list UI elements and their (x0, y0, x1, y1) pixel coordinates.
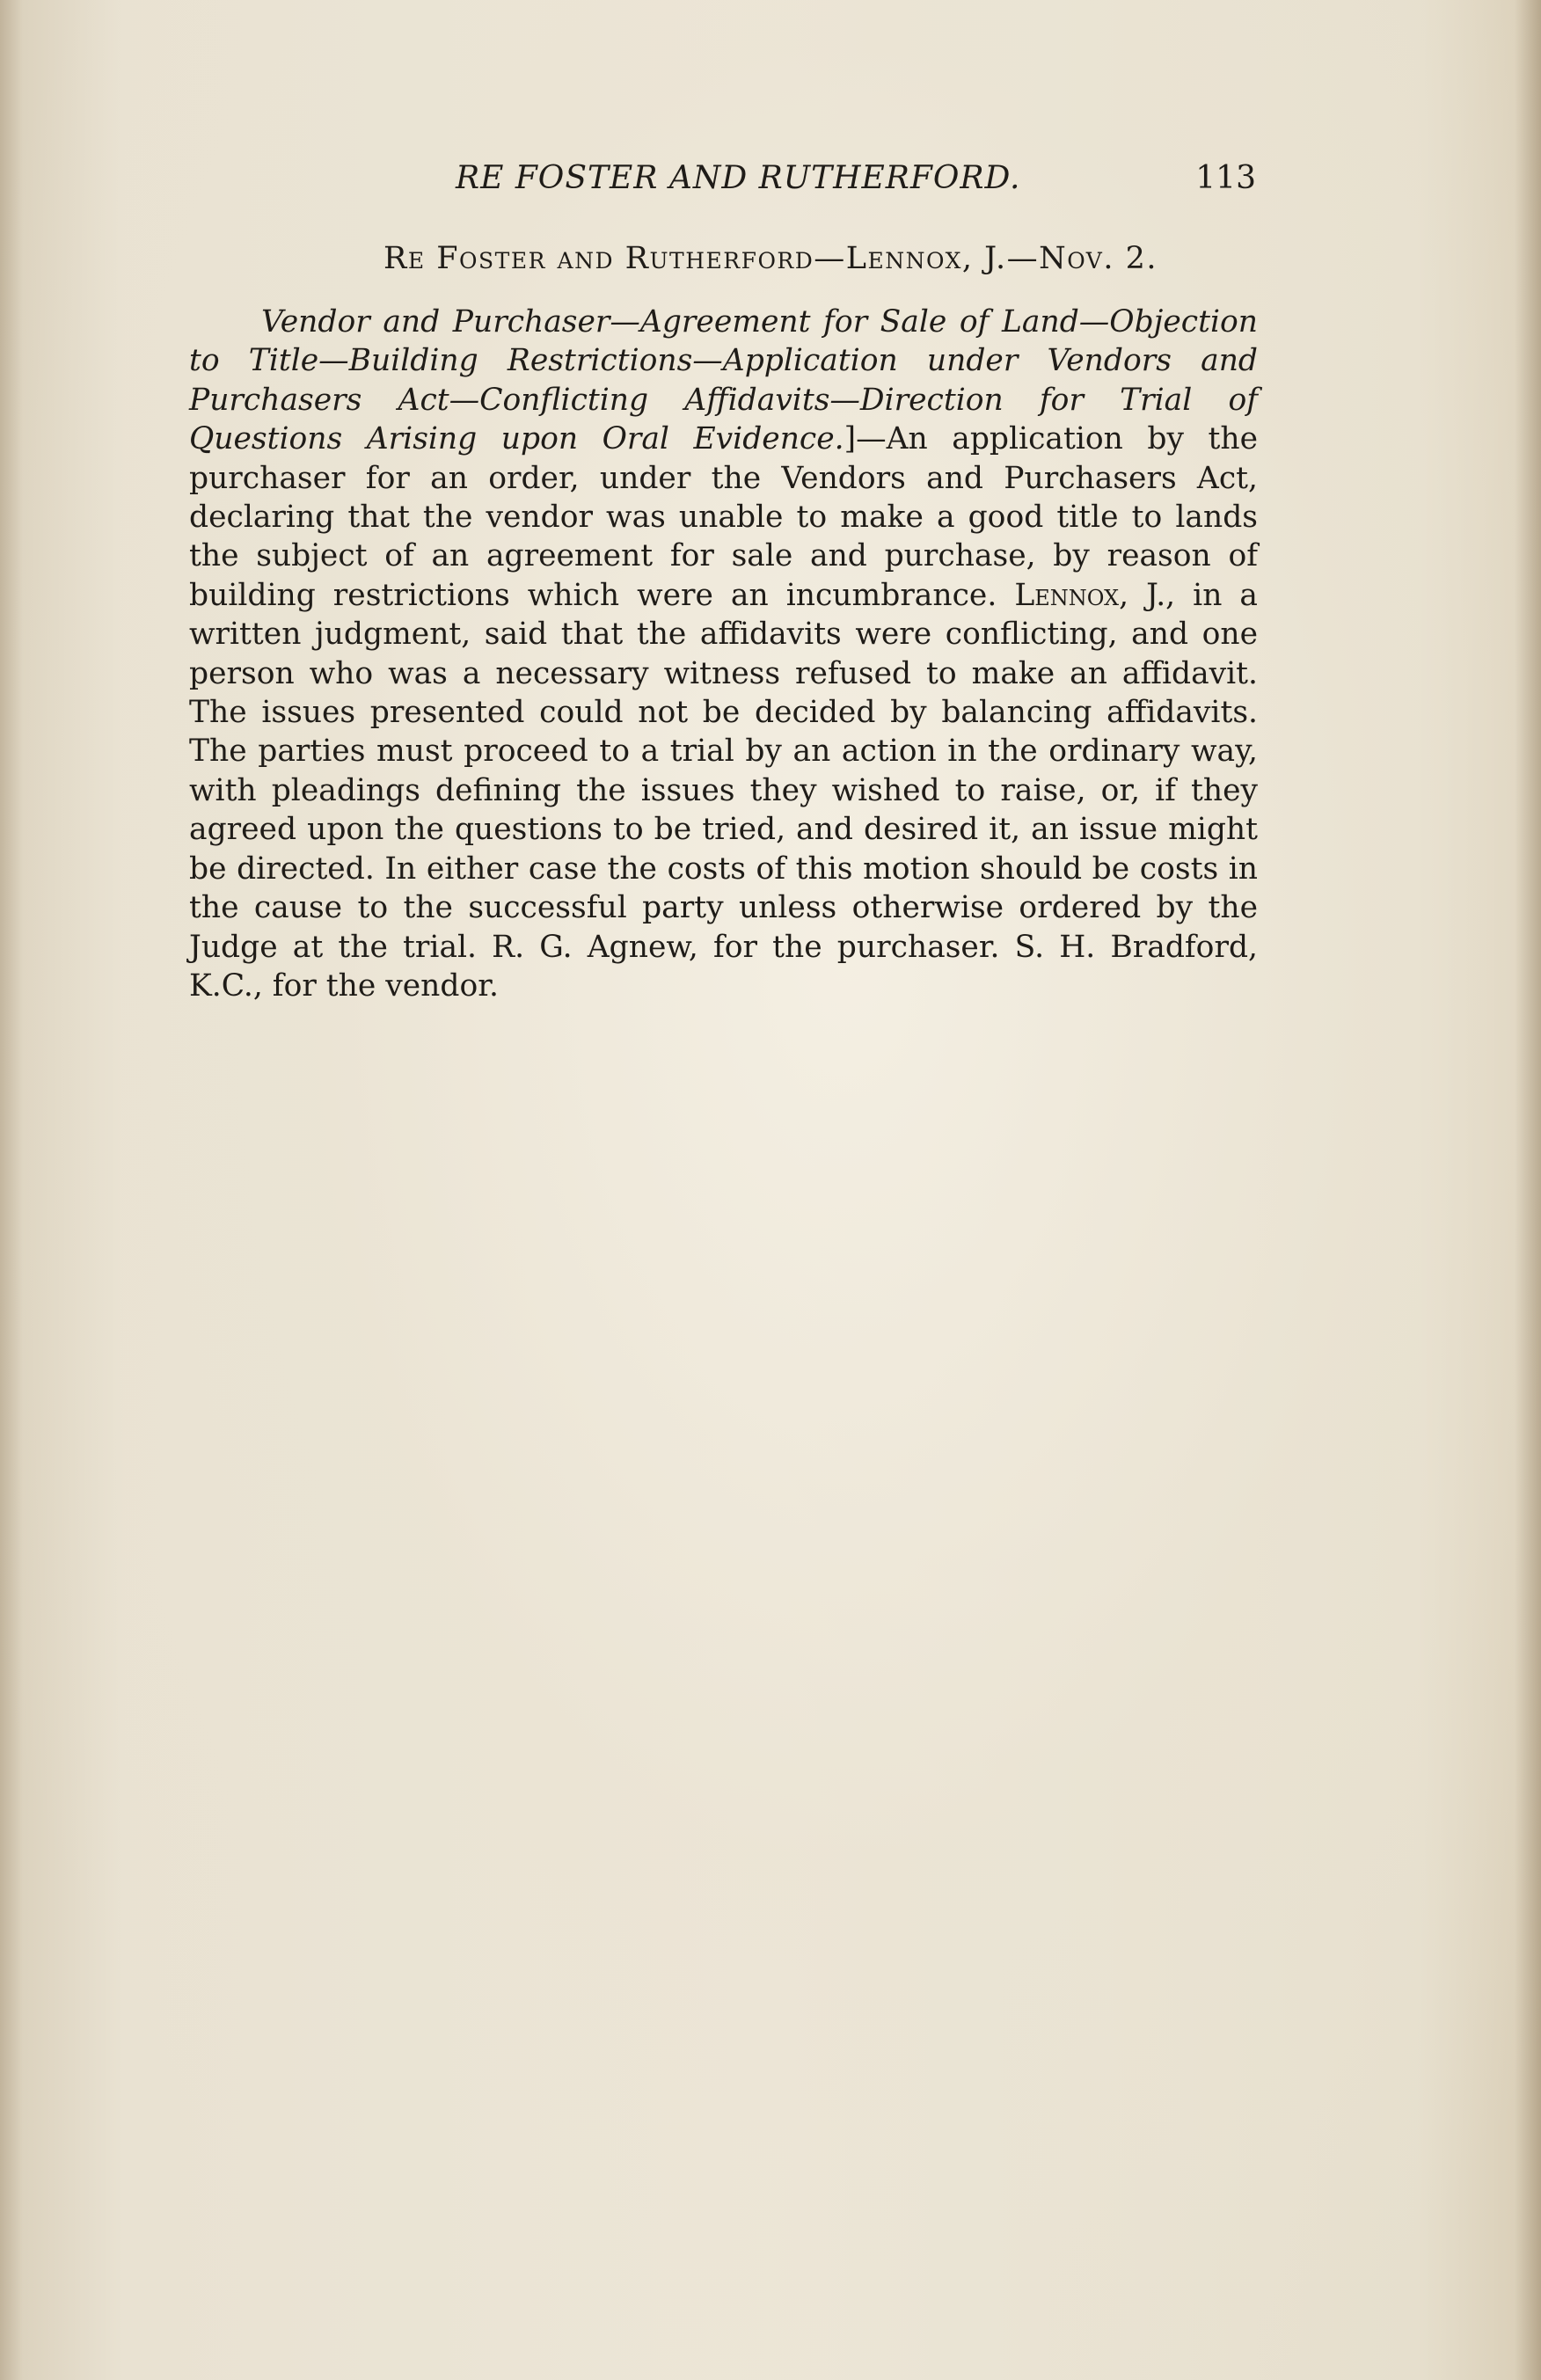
running-title: RE FOSTER AND RUTHERFORD. (456, 160, 1021, 196)
case-body-part2: , J., in a written judgment, said that the affidavits were conflicting, and one person who was a necessary witness refused to make an affidavit. The issues presented could not be decided by balancing affidavits. The parties must proceed to a trial by an action in the ordinary way, with pleadings defining the issues they wished to raise, or, if they agreed upon the questions to be tried, and desired it, an issue might be directed. In either case the costs of this motion should be costs in the cause to the successful party unless otherwise ordered by the Judge at the trial. R. G. Agnew, for the purchaser. S. H. Bradford, K.C., for the vendor. (189, 577, 1258, 1004)
page-number: 113 (1195, 160, 1256, 196)
judge-name: Lennox (1014, 577, 1120, 613)
headnote-bracket: ] (844, 421, 857, 457)
case-heading: Re Foster and Rutherford—Lennox, J.—Nov. 2. (383, 241, 1158, 276)
case-headnote: Vendor and Purchaser—Agreement for Sale of Land—Objection to Title—Building Restrictions—Application under Vendors and Purchasers Act—Conflicting Affidavits—Direction for Trial of Questions Arising upon Oral Evidence. (189, 304, 1258, 457)
running-head (192, 160, 1256, 204)
case-paragraph (189, 303, 1258, 1005)
case-body-part1: —An application by the purchaser for an order, under the Vendors and Purchasers Act, declaring that the vendor was unable to make a good title to lands the subject of an agreement for sale and purchase, by reason of building restrictions which were an incumbrance. (189, 421, 1258, 613)
